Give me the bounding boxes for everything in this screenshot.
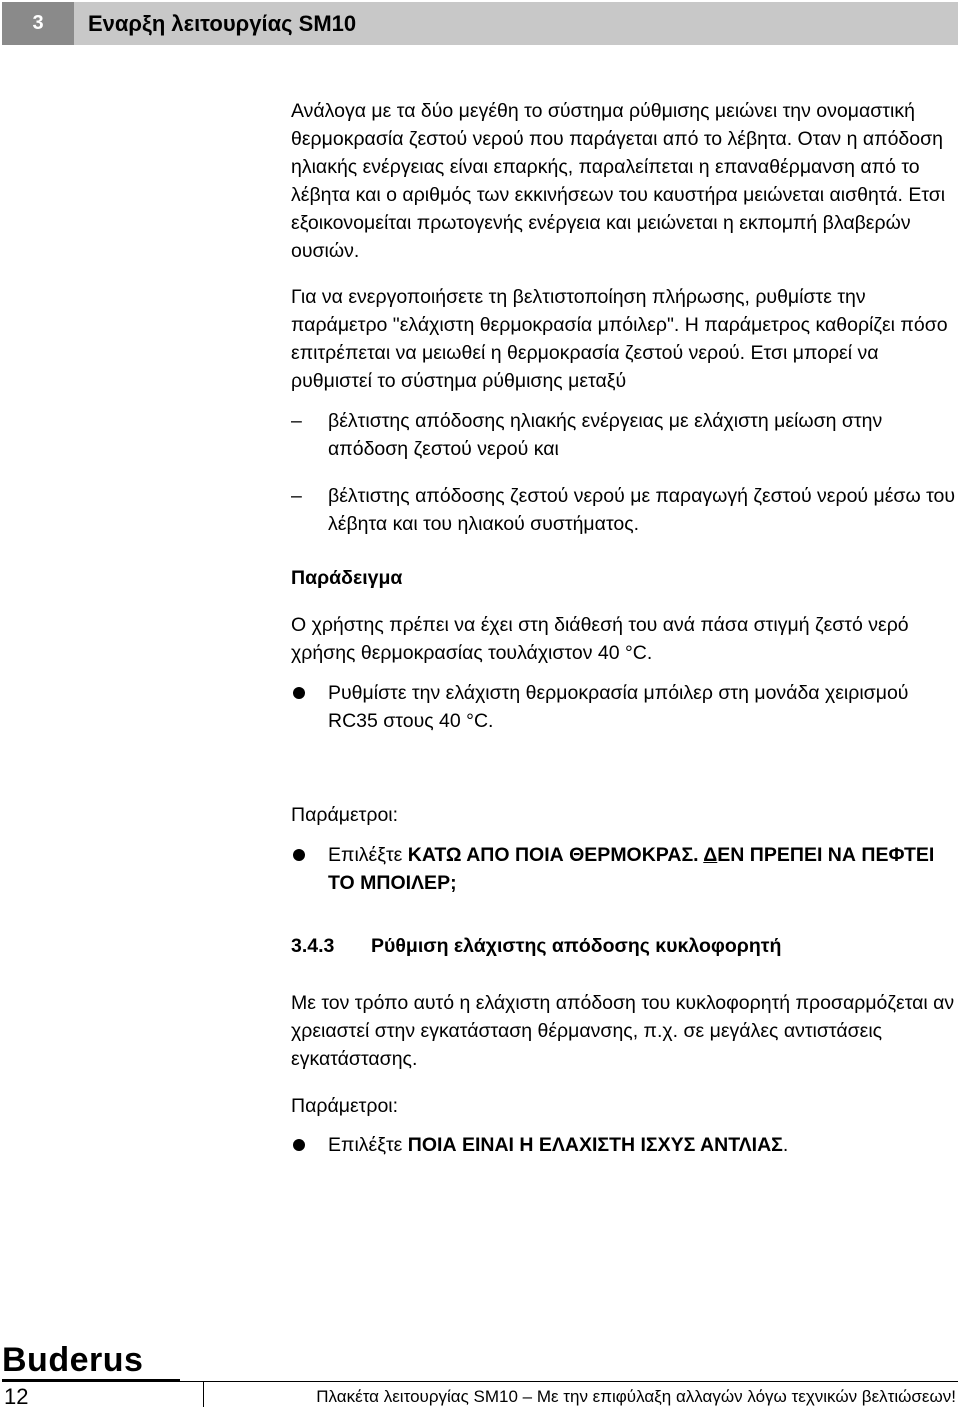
chapter-number: 3 — [2, 2, 74, 45]
paragraph-optimization: Για να ενεργοποιήσετε τη βελτιστοποίηση πλήρωσης, ρυθμίστε την παράμετρο "ελάχιστη θερμοκρασία μπόιλερ". Η παράμετρος καθορίζει πόσο επιτρέπεται να μειωθεί η θερμοκρασία ζεστού νερού. Ετσι μπορεί να ρυθμιστεί το σύστημα ρύθμισης μεταξύ — [291, 286, 948, 392]
parameter-name-rest: ΕΝ ΠΡΕΠΕΙ ΝΑ ΠΕΦΤΕΙ ΤΟ ΜΠΟΙΛΕΡ; — [328, 844, 935, 894]
footer-text: Πλακέτα λειτουργίας SM10 – Με την επιφύλαξη αλλαγών λόγω τεχνικών βελτιώσεων! — [316, 1387, 956, 1406]
parameter-name: ΠΟΙΑ ΕΙΝΑΙ Η ΕΛΑΧΙΣΤΗ ΙΣΧΥΣ ΑΝΤΛΙΑΣ — [407, 1134, 783, 1156]
example-text: Ο χρήστης πρέπει να έχει στη διάθεσή του ανά πάσα στιγμή ζεστό νερό χρήσης θερμοκρασίας τουλάχιστον 40 °C. — [291, 614, 909, 664]
parameter-name-underlined: Δ — [703, 844, 718, 866]
paragraph-intro: Ανάλογα με τα δύο μεγέθη το σύστημα ρύθμισης μειώνει την ονομαστική θερμοκρασία ζεστού νερού που παράγεται από το λέβητα. Οταν η απόδοση ηλιακής ενέργειας είναι επαρκής, παραλείπεται η επαναθέρμανση από το λέβητα και ο αριθμός των εκκινήσεων του καυστήρα μειώνεται αισθητά. Ετσι εξοικονομείται πρωτογενής ενέργεια και μειώνεται η εκπομπή βλαβερών ουσιών. — [291, 100, 946, 262]
footer-divider — [203, 1381, 204, 1407]
footer-rule — [2, 1381, 958, 1382]
subsection-title: Ρύθμιση ελάχιστης απόδοσης κυκλοφορητή — [371, 935, 782, 957]
page-number: 12 — [4, 1384, 29, 1409]
dash-marker: – — [291, 410, 302, 432]
example-heading: Παράδειγμα — [291, 567, 403, 589]
bullet-dot — [293, 849, 305, 861]
dash-item-text: βέλτιστης απόδοσης ηλιακής ενέργειας με ελάχιστη μείωση στην απόδοση ζεστού νερού και — [328, 410, 883, 460]
dash-marker: – — [291, 485, 302, 507]
parameter-instruction: Επιλέξτε ΠΟΙΑ ΕΙΝΑΙ Η ΕΛΑΧΙΣΤΗ ΙΣΧΥΣ ΑΝΤΛΙΑΣ. — [328, 1134, 789, 1156]
subsection-heading — [291, 932, 956, 960]
dash-item-text: βέλτιστης απόδοσης ζεστού νερού με παραγωγή ζεστού νερού μέσω του λέβητα και του ηλιακού συστήματος. — [328, 485, 956, 535]
paragraph-pump: Με τον τρόπο αυτό η ελάχιστη απόδοση του κυκλοφορητή προσαρμόζεται αν χρειαστεί στην εγκατάσταση θέρμανσης, π.χ. σε μεγάλες αντιστάσεις εγκατάστασης. — [291, 992, 955, 1070]
bullet-dot — [293, 1139, 305, 1151]
chapter-title: Εναρξη λειτουργίας SM10 — [88, 11, 357, 36]
chapter-header — [2, 2, 958, 45]
bullet-dot — [293, 687, 305, 699]
buderus-logo: Buderus — [2, 1341, 144, 1379]
subsection-number: 3.4.3 — [291, 935, 335, 957]
parameters-label: Παράμετροι: — [291, 1095, 399, 1117]
bullet-item-text: Ρυθμίστε την ελάχιστη θερμοκρασία μπόιλερ στη μονάδα χειρισμού RC35 στους 40 °C. — [328, 682, 909, 732]
parameter-name: ΚΑΤΩ ΑΠΟ ΠΟΙΑ ΘΕΡΜΟΚΡΑΣ. — [407, 844, 704, 866]
parameter-instruction: Επιλέξτε ΚΑΤΩ ΑΠΟ ΠΟΙΑ ΘΕΡΜΟΚΡΑΣ. ΔΕΝ ΠΡΕΠΕΙ ΝΑ ΠΕΦΤΕΙ ΤΟ ΜΠΟΙΛΕΡ; — [328, 844, 935, 894]
parameters-label: Παράμετροι: — [291, 804, 399, 826]
